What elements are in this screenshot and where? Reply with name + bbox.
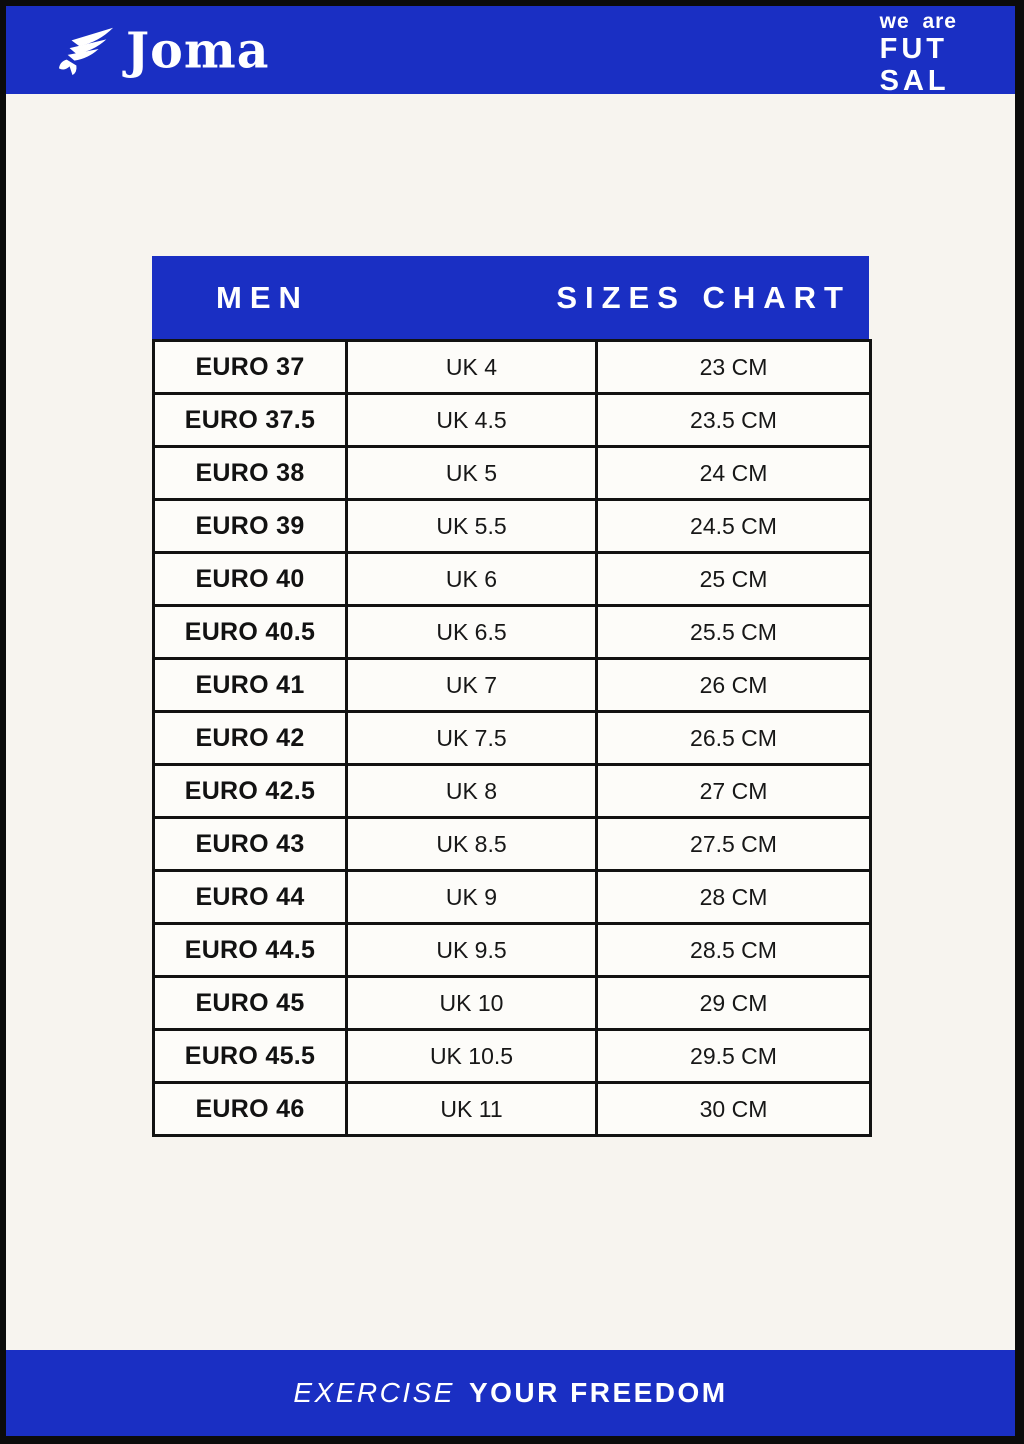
sizes-chart bbox=[152, 256, 869, 1137]
table-row bbox=[154, 606, 871, 659]
cell-euro-size: EURO 37 bbox=[154, 341, 347, 394]
cell-cm-size: 28 CM bbox=[597, 871, 871, 924]
cell-cm-size: 29 CM bbox=[597, 977, 871, 1030]
futsal-logo-line-we-are: we are bbox=[879, 9, 957, 33]
cell-euro-size: EURO 38 bbox=[154, 447, 347, 500]
cell-euro-size: EURO 45 bbox=[154, 977, 347, 1030]
table-row bbox=[154, 871, 871, 924]
cell-cm-size: 25 CM bbox=[597, 553, 871, 606]
cell-uk-size: UK 6.5 bbox=[347, 606, 597, 659]
table-row bbox=[154, 1083, 871, 1136]
cell-uk-size: UK 8.5 bbox=[347, 818, 597, 871]
cell-uk-size: UK 8 bbox=[347, 765, 597, 818]
cell-cm-size: 28.5 CM bbox=[597, 924, 871, 977]
cell-uk-size: UK 7.5 bbox=[347, 712, 597, 765]
cell-cm-size: 30 CM bbox=[597, 1083, 871, 1136]
slogan-your-freedom: YOUR FREEDOM bbox=[468, 1377, 728, 1408]
cell-euro-size: EURO 41 bbox=[154, 659, 347, 712]
cell-cm-size: 23 CM bbox=[597, 341, 871, 394]
cell-cm-size: 27.5 CM bbox=[597, 818, 871, 871]
size-table bbox=[152, 339, 872, 1137]
table-row bbox=[154, 659, 871, 712]
cell-cm-size: 26.5 CM bbox=[597, 712, 871, 765]
futsal-logo bbox=[880, 11, 957, 96]
cell-uk-size: UK 4.5 bbox=[347, 394, 597, 447]
cell-cm-size: 24 CM bbox=[597, 447, 871, 500]
table-row bbox=[154, 500, 871, 553]
cell-cm-size: 29.5 CM bbox=[597, 1030, 871, 1083]
table-row bbox=[154, 924, 871, 977]
cell-euro-size: EURO 43 bbox=[154, 818, 347, 871]
futsal-logo-line-sal: SAL bbox=[879, 64, 950, 97]
table-row bbox=[154, 765, 871, 818]
size-table-body bbox=[154, 341, 871, 1136]
table-row bbox=[154, 977, 871, 1030]
sizes-chart-header bbox=[152, 256, 869, 339]
table-row bbox=[154, 818, 871, 871]
cell-euro-size: EURO 40.5 bbox=[154, 606, 347, 659]
cell-euro-size: EURO 37.5 bbox=[154, 394, 347, 447]
cell-euro-size: EURO 45.5 bbox=[154, 1030, 347, 1083]
cell-euro-size: EURO 44 bbox=[154, 871, 347, 924]
top-brand-bar bbox=[6, 6, 1015, 97]
table-row bbox=[154, 447, 871, 500]
table-row bbox=[154, 553, 871, 606]
chart-title-sizes-chart: SIZES CHART bbox=[556, 279, 851, 315]
joma-bird-icon bbox=[58, 21, 116, 79]
cell-uk-size: UK 10.5 bbox=[347, 1030, 597, 1083]
footer-slogan-bar bbox=[6, 1350, 1015, 1436]
cell-euro-size: EURO 39 bbox=[154, 500, 347, 553]
cell-euro-size: EURO 42.5 bbox=[154, 765, 347, 818]
cell-uk-size: UK 7 bbox=[347, 659, 597, 712]
cell-uk-size: UK 11 bbox=[347, 1083, 597, 1136]
cell-cm-size: 23.5 CM bbox=[597, 394, 871, 447]
cell-cm-size: 25.5 CM bbox=[597, 606, 871, 659]
cell-euro-size: EURO 42 bbox=[154, 712, 347, 765]
cell-euro-size: EURO 46 bbox=[154, 1083, 347, 1136]
futsal-logo-line-fut: FUT bbox=[879, 32, 948, 65]
table-row bbox=[154, 394, 871, 447]
table-row bbox=[154, 712, 871, 765]
cell-uk-size: UK 9 bbox=[347, 871, 597, 924]
cell-uk-size: UK 9.5 bbox=[347, 924, 597, 977]
joma-wordmark: Joma bbox=[126, 19, 270, 80]
cell-uk-size: UK 10 bbox=[347, 977, 597, 1030]
cell-cm-size: 24.5 CM bbox=[597, 500, 871, 553]
cell-uk-size: UK 5.5 bbox=[347, 500, 597, 553]
slogan-exercise: EXERCISE bbox=[293, 1377, 455, 1408]
cell-uk-size: UK 4 bbox=[347, 341, 597, 394]
cell-euro-size: EURO 40 bbox=[154, 553, 347, 606]
cell-euro-size: EURO 44.5 bbox=[154, 924, 347, 977]
table-row bbox=[154, 1030, 871, 1083]
cell-uk-size: UK 5 bbox=[347, 447, 597, 500]
cell-cm-size: 27 CM bbox=[597, 765, 871, 818]
cell-cm-size: 26 CM bbox=[597, 659, 871, 712]
table-row bbox=[154, 341, 871, 394]
joma-logo bbox=[58, 21, 269, 79]
cell-uk-size: UK 6 bbox=[347, 553, 597, 606]
chart-title-men: MEN bbox=[216, 279, 309, 315]
